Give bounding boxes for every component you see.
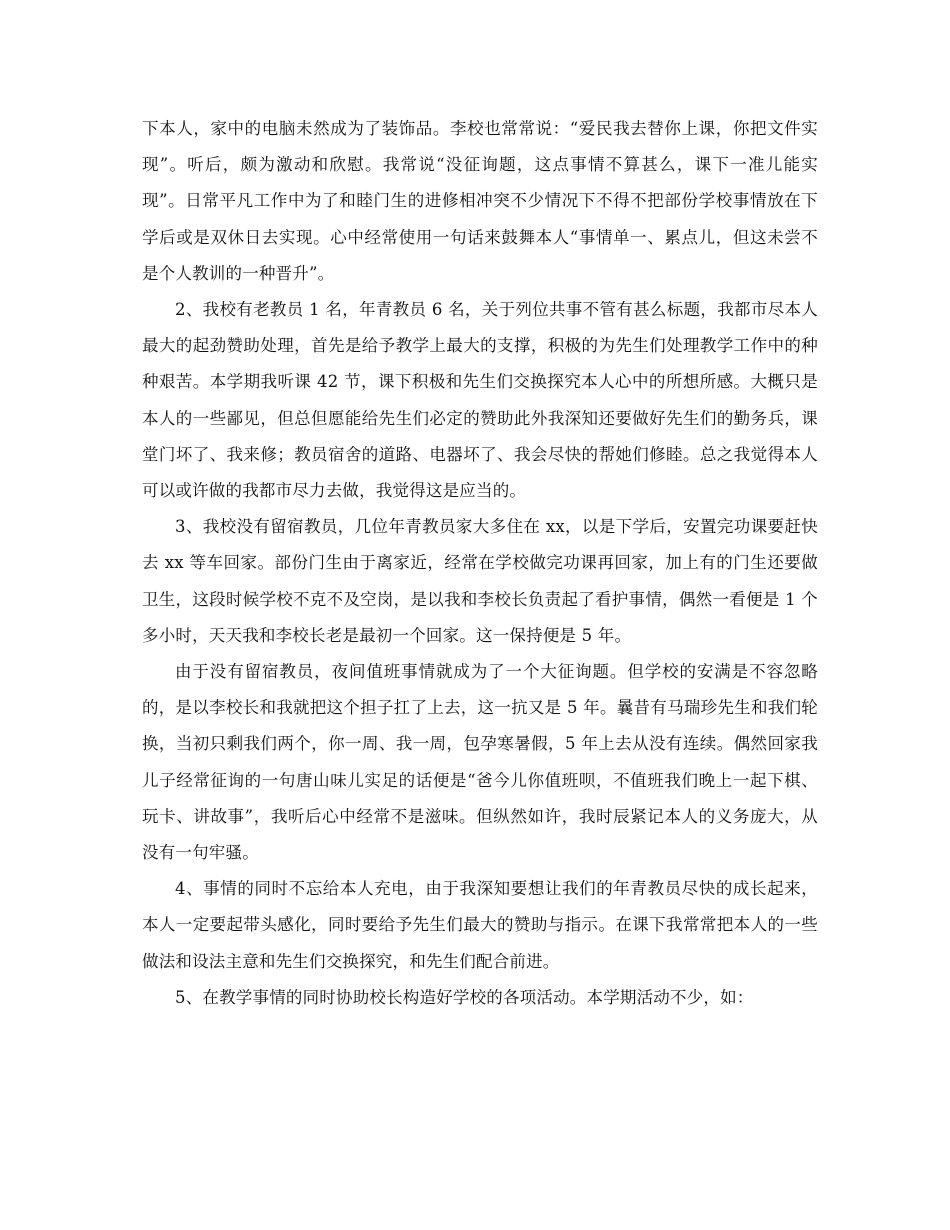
paragraph-item-4: 4、事情的同时不忘给本人充电，由于我深知要想让我们的年青教员尽快的成长起来，本人一定要起带头感化，同时要给予先生们最大的赞助与指示。在课下我常常把本人的一些做法和设法主意和先生们交换探究，和先生们配合前进。 <box>142 879 818 971</box>
paragraph-item-3: 3、我校没有留宿教员，几位年青教员家大多住在 xx，以是下学后，安置完功课要赶快去 xx 等车回家。部份门生由于离家近，经常在学校做完功课再回家，加上有的门生还要做卫生，这段时候学校不克不及空岗，是以我和李校长负责起了看护事情，偶然一看便是 1 个多小时，天天我和李校长老是最初一个回家。这一保持便是 5 年。 <box>142 517 818 645</box>
paragraph-continuation: 下本人，家中的电脑未然成为了装饰品。李校也常常说：“爱民我去替你上课，你把文件实现”。听后，颇为激动和欣慰。我常说“没征询题，这点事情不算甚么，课下一准儿能实现”。日常平凡工作中为了和睦门生的进修相冲突不少情况下不得不把部份学校事情放在下学后或是双休日去实现。心中经常使用一句话来鼓舞本人“事情单一、累点儿，但这未尝不是个人教训的一种晋升”。 <box>142 119 818 283</box>
paragraph-item-2: 2、我校有老教员 1 名，年青教员 6 名，关于列位共事不管有甚么标题，我都市尽本人最大的起劲赞助处理，首先是给予教学上最大的支撑，积极的为先生们处理教学工作中的种种艰苦。本学期我听课 42 节，课下积极和先生们交换探究本人心中的所想所感。大概只是本人的一些鄙见，但总但愿能给先生们必定的赞助此外我深知还要做好先生们的勤务兵，课堂门坏了、我来修；教员宿舍的道路、电器坏了、我会尽快的帮她们修睦。总之我觉得本人可以或许做的我都市尽力去做，我觉得这是应当的。 <box>142 300 818 501</box>
paragraph-night-duty: 由于没有留宿教员，夜间值班事情就成为了一个大征询题。但学校的安满是不容忽略的，是以李校长和我就把这个担子扛了上去，这一抗又是 5 年。曩昔有马瑞珍先生和我们轮换，当初只剩我们两个，你一周、我一周，包孕寒暑假，5 年上去从没有连续。偶然回家我儿子经常征询的一句唐山味儿实足的话便是“爸今儿你值班呗，不值班我们晚上一起下棋、玩卡、讲故事”，我听后心中经常不是滋味。但纵然如许，我时辰紧记本人的义务庞大，从没有一句牢骚。 <box>142 662 818 863</box>
document-body <box>142 111 818 1016</box>
paragraph-item-5: 5、在教学事情的同时协助校长构造好学校的各项活动。本学期活动不少，如： <box>175 987 754 1007</box>
